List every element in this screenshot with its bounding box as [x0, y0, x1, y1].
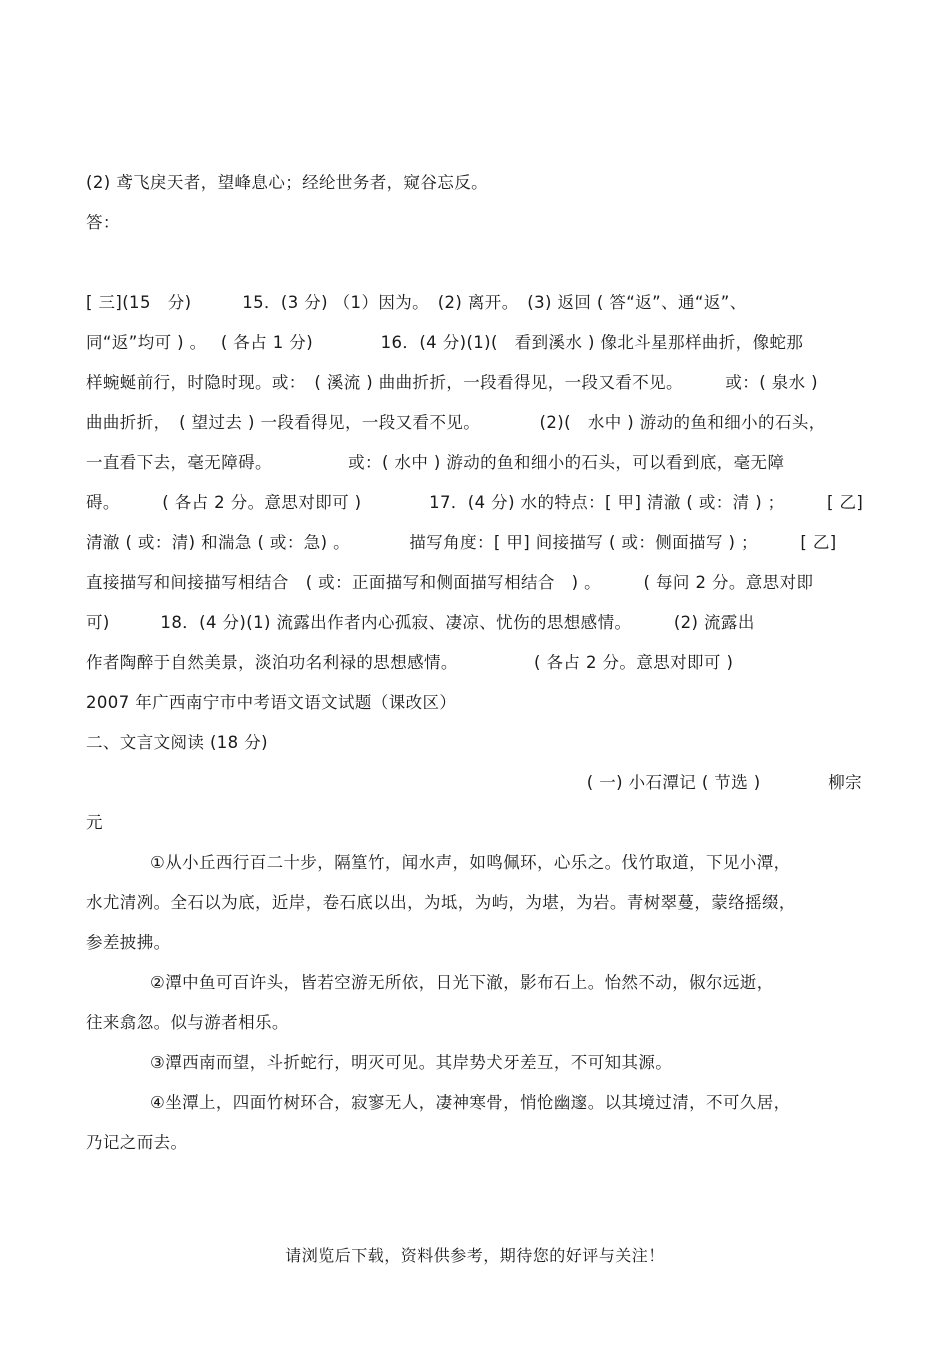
passage-line: ③潭西南而望，斗折蛇行，明灭可见。其岸势犬牙差互，不可知其源。	[150, 1053, 673, 1072]
passage-line: 乃记之而去。	[86, 1133, 188, 1152]
exam-title: 2007 年广西南宁市中考语文语文试题（课改区）	[86, 693, 457, 712]
answer-line: 样蜿蜒前行，时隐时现。或： ( 溪流 ) 曲曲折折，一段看得见，一段又看不见。 或：( 泉水 )	[86, 373, 818, 392]
answer-line: 作者陶醉于自然美景，淡泊功名利禄的思想感情。 ( 各占 2 分。意思对即可 )	[86, 653, 734, 672]
page-footer: 请浏览后下载，资料供参考，期待您的好评与关注！	[285, 1246, 665, 1265]
answer-line: 可) 18．(4 分)(1) 流露出作者内心孤寂、凄凉、忧伤的思想感情。 (2) 流露出	[86, 613, 755, 632]
answer-line: 清澈 ( 或：清) 和湍急 ( 或：急) 。 描写角度：[ 甲] 间接描写 ( 或：侧面描写 ) ； [ 乙]	[86, 533, 837, 552]
passage-title: ( 一) 小石潭记 ( 节选 ) 柳宗	[586, 773, 862, 792]
answer-line: 曲曲折折， ( 望过去 ) 一段看得见，一段又看不见。 (2)( 水中 ) 游动的鱼和细小的石头，	[86, 413, 826, 432]
passage-author-tail: 元	[86, 813, 103, 832]
passage-line: 参差披拂。	[86, 933, 171, 952]
passage-line: ①从小丘西行百二十步，隔篁竹，闻水声，如鸣佩环，心乐之。伐竹取道，下见小潭，	[150, 853, 791, 872]
answer-line: 同“返”均可 ) 。 ( 各占 1 分) 16．(4 分)(1)( 看到溪水 ) 像北斗星那样曲折，像蛇那	[86, 333, 804, 352]
answer-line: [ 三](15 分) 15．(3 分) （1）因为。 (2) 离开。 (3) 返回 ( 答“返”、通“返”、	[86, 293, 747, 312]
passage-line: ②潭中鱼可百许头，皆若空游无所依，日光下澈，影布石上。怡然不动，俶尔远逝，	[150, 973, 774, 992]
question-line: (2) 鸢飞戾天者，望峰息心；经纶世务者，窥谷忘反。	[86, 173, 489, 192]
passage-line: 水尤清冽。全石以为底，近岸，卷石底以出，为坻，为屿，为堪，为岩。青树翠蔓，蒙络摇缀，	[86, 893, 796, 912]
answer-line: 直接描写和间接描写相结合 ( 或：正面描写和侧面描写相结合 ) 。 ( 每问 2 分。意思对即	[86, 573, 814, 592]
passage-line: ④坐潭上，四面竹树环合，寂寥无人，凄神寒骨，悄怆幽邃。以其境过清，不可久居，	[150, 1093, 791, 1112]
passage-line: 往来翕忽。似与游者相乐。	[86, 1013, 289, 1032]
answer-label: 答：	[86, 213, 120, 232]
answer-line: 一直看下去，毫无障碍。 或：( 水中 ) 游动的鱼和细小的石头，可以看到底，毫无障	[86, 453, 785, 472]
answer-line: 碍。 ( 各占 2 分。意思对即可 ) 17．(4 分) 水的特点：[ 甲] 清澈 ( 或：清 ) ； [ 乙]	[86, 493, 864, 512]
section-heading: 二、文言文阅读 (18 分)	[86, 733, 268, 752]
